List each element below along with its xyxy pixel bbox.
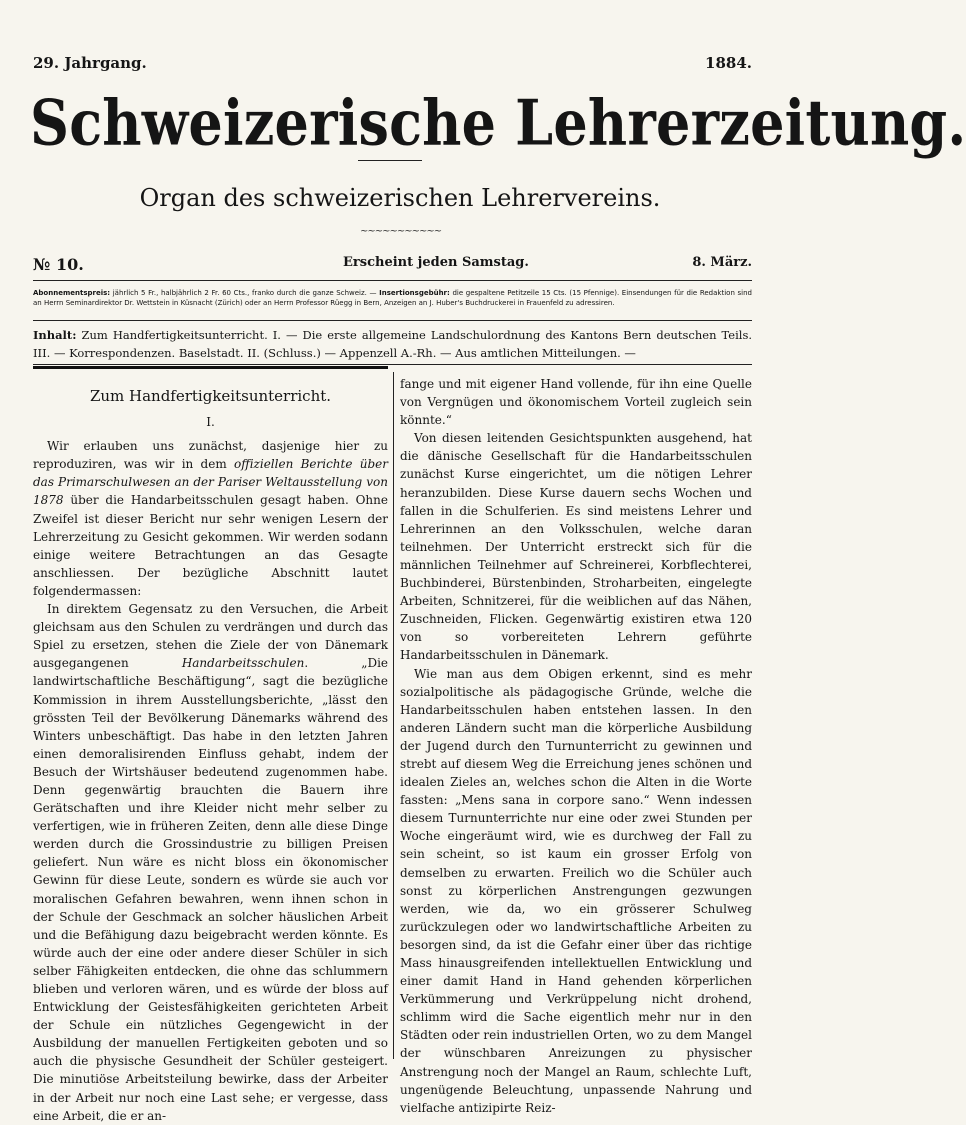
table-of-contents xyxy=(33,326,752,362)
article-part: I. xyxy=(206,415,215,430)
text-run: In direktem Gegensatz zu den Versuchen, die Arbeit gleichsam aus den Schulen zu verdrängen und durch das Spiel zu ersetzen, stehen die Ziele der von Dänemark ausgegangenen xyxy=(33,602,388,671)
ornament-divider: ~~~~~~~~~~~ xyxy=(360,226,442,237)
emphasis-run: offiziellen Berichte über das Primarschulwesen an der Pariser Weltausstellung von 1878 xyxy=(33,457,388,508)
rule-top xyxy=(33,280,752,281)
year-label: 1884. xyxy=(705,54,752,72)
paragraph xyxy=(33,437,388,600)
rule-mid xyxy=(33,320,752,321)
issue-date: 8. März. xyxy=(692,255,752,270)
text-run: über die Handarbeitsschulen gesagt haben. Ohne Zweifel ist dieser Bericht nur sehr wenigen Lesern der Lehrerzeitung zu Gesicht gekommen. Wir werden sodann einige weitere Betrachtungen an das Gesagte anschliessen. Der bezügliche Abschnitt lautet folgendermassen: xyxy=(33,493,388,598)
text-run: Wir erlauben uns zunächst, dasjenige hier zu reproduziren, was wir in dem xyxy=(33,439,388,472)
frequency-note: Erscheint jeden Samstag. xyxy=(343,255,529,270)
article-column-right xyxy=(400,375,752,1115)
emphasis-run: Handarbeitsschulen xyxy=(181,656,305,671)
paragraph xyxy=(33,600,388,1125)
contents-label: Inhalt: xyxy=(33,328,77,342)
newspaper-title: Schweizerische Lehrerzeitung. xyxy=(30,85,966,160)
contents-text: Zum Handfertigkeitsunterricht. I. — Die erste allgemeine Landschulordnung des Kantons Bern deutschen Teils. III. — Korrespondenzen. Baselstadt. II. (Schluss.) — Appenzell A.-Rh. — Aus amtlichen Mitteilungen. — xyxy=(33,328,752,360)
subscription-info xyxy=(33,288,752,308)
paragraph: Von diesen leitenden Gesichtspunkten ausgehend, hat die dänische Gesellschaft für die Handarbeitsschulen zunächst Kurse eingerichtet, um die nötigen Lehrer heranzubilden. Diese Kurse dauern sechs Wochen und fallen in die Schulferien. Es sind meistens Lehrer und Lehrerinnen an den Volksschulen, welche daran teilnehmen. Der Unterricht erstreckt sich für die männlichen Teilnehmer auf Schreinerei, Korbflechterei, Buchbinderei, Bürstenbinden, Stroharbeiten, eingelegte Arbeiten, Schnitzerei, für die weiblichen auf das Nähen, Zuschneiden, Flicken. Gegenwärtig existiren etwa 120 von so vorbereiteten Lehrern geführte Handarbeitsschulen in Dänemark. xyxy=(400,431,752,663)
rule-contents-bottom xyxy=(33,364,752,365)
top-line xyxy=(33,54,752,74)
text-run: . „Die landwirtschaftliche Beschäftigung“, sagt die bezügliche Kommission in ihrem Ausstellungsberichte, „lässt den grössten Teil der Bevölkerung Dänemarks während des Winters unbeschäftigt. Das habe in den letzten Jahren einen demoralisirenden Einfluss gehabt, indem der Besuch der Wirtshäuser bedeutend zugenommen habe. Denn gegenwärtig brauchten die Bauern ihre Gerätschaften und ihre Kleider nicht mehr selber zu verfertigen, wie in früheren Zeiten, denn alle diese Dinge werden durch die Grossindustrie zu billigen Preisen geliefert. Nun wäre es nicht bloss ein ökonomischer Gewinn für diese Leute, sondern es würde sie auch vor moralischen Gefahren bewahren, wenn ihnen schon in der Schule der Geschmack an solcher häuslichen Arbeit und die Befähigung dazu beigebracht werden könnte. Es würde auch der eine oder andere dieser Schüler in sich selber Fähigkeiten entdecken, die ohne das schlummern blieben und verloren wären, und es würde der bloss auf Entwicklung der Geistesfähigkeiten gerichteten Arbeit der Schule ein nützliches Gegengewicht in der Ausbildung der manuellen Fertigkeiten geboten und so auch die physische Gesundheit der Schüler gesteigert. Die minutiöse Arbeitsteilung bewirke, dass der Arbeiter in der Arbeit nur noch eine Last sehe; er vergesse, dass eine Arbeit, die er an- xyxy=(33,656,389,1123)
submission-info: Einsendungen für die Redaktion sind an Herrn Seminardirektor Dr. Wettstein in Küsnacht (Zürich) oder an Herrn Professor Rüegg in Bern, Anzeigen an J. Huber's Buchdruckerei in Frauenfeld zu adressiren. xyxy=(33,289,752,307)
paragraph: Wie man aus dem Obigen erkennt, sind es mehr sozialpolitische als pädagogische Gründe, welche die Handarbeitsschulen haben entstehen lassen. In den anderen Ländern sucht man die körperliche Ausbildung der Jugend durch den Turnunterricht zu gewinnen und strebt auf diesem Weg die Erreichung jenes schönen und idealen Zieles an, welches schon die Alten in die Worte fassten: „Mens sana in corpore sano.“ Wenn indessen diesem Turnunterrichte nur eine oder zwei Stunden per Woche eingeräumt wird, wie es durchweg der Fall zu sein scheint, so ist kaum ein grosser Erfolg von demselben zu erwarten. Freilich wo die Schüler auch sonst zu körperlichen Anstrengungen gezwungen werden, wie da, wo ein grösserer Schulweg zurückzulegen oder wo landwirtschaftliche Arbeiten zu besorgen sind, da ist die Gefahr einer über das richtige Mass hinausgreifenden intellektuellen Entwicklung und einer damit Hand in Hand gehenden körperlichen Verkümmerung und Verkrüppelung nicht drohend, schlimm wird die Sache eigentlich mehr nur in den Städten oder rein industriellen Orten, wo zu dem Mangel der wünschbaren Anreizungen zu physischer Anstrengung noch der Mangel an Raum, schlechte Luft, ungenügende Beleuchtung, unpassende Nahrung und vielfache antizipirte Reiz- xyxy=(400,666,752,1115)
ins-text: die gespaltene Petitzeile 15 Cts. (15 Pfennige). xyxy=(452,289,620,297)
volume-label: 29. Jahrgang. xyxy=(33,54,147,72)
article-title: Zum Handfertigkeitsunterricht. xyxy=(89,387,332,405)
abo-text: jährlich 5 Fr., halbjährlich 2 Fr. 60 Cts., franko durch die ganze Schweiz. — xyxy=(112,289,377,297)
column-divider xyxy=(393,372,394,1059)
article-column-left xyxy=(33,375,389,1123)
newspaper-subtitle: Organ des schweizerischen Lehrervereins. xyxy=(139,184,661,212)
title-rule xyxy=(358,160,422,161)
issue-number: № 10. xyxy=(33,255,84,274)
abo-label: Abonnementspreis: xyxy=(33,289,111,297)
paragraph: fange und mit eigener Hand vollende, für ihn eine Quelle von Vergnügen und ökonomischem Vorteil zugleich sein könnte.“ xyxy=(400,377,752,428)
issue-bar xyxy=(33,255,752,277)
ins-label: Insertionsgebühr: xyxy=(379,289,450,297)
thick-rule xyxy=(33,366,388,369)
